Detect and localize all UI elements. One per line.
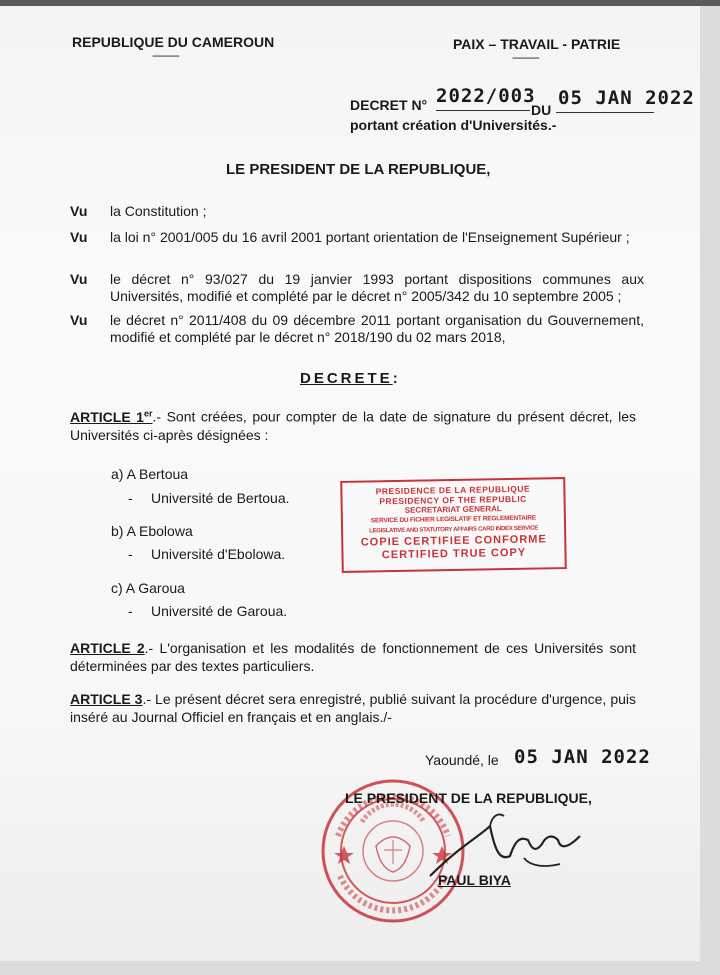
list-dash: - [128, 603, 133, 619]
header-country: REPUBLIQUE DU CAMEROUN [72, 34, 275, 50]
decree-subject: portant création d'Universités.- [350, 117, 557, 133]
vu-item: le décret n° 2011/408 du 09 décembre 2011 portant organisation du Gouvernement, modifié et complété par le décret n° 2018/190 du 02 mars 2018, [110, 312, 644, 345]
vu-label: Vu [70, 312, 88, 328]
university-city: a) A Bertoua [111, 466, 189, 482]
decree-date: 05 JAN 2022 [558, 87, 695, 109]
stamp-line: CERTIFIED TRUE COPY [381, 546, 527, 562]
decree-du: DU [531, 102, 552, 118]
vu-item: la Constitution ; [110, 203, 207, 219]
stamp-line: COPIE CERTIFIEE CONFORME [360, 533, 547, 549]
certified-copy-stamp [340, 477, 567, 573]
signature-date: 05 JAN 2022 [514, 746, 651, 768]
vu-label: Vu [70, 271, 88, 287]
vu-item: le décret n° 93/027 du 19 janvier 1993 portant dispositions communes aux Universités, modifié et complété par le décret n° 2005/342 du 10 septembre 2005 ; [110, 271, 644, 304]
decree-label: DECRET N° [350, 97, 428, 113]
decrete-colon: : [392, 370, 401, 387]
article-2-text: .- L'organisation et les modalités de fonctionnement de ces Universités sont déterminées par des textes particuliers. [70, 640, 636, 674]
decree-date-line [556, 112, 654, 113]
article-2-label: ARTICLE 2 [70, 640, 145, 656]
list-dash: - [128, 546, 133, 562]
stamp-line: PRESIDENCY OF THE REPUBLIC [379, 493, 527, 507]
article-2 [70, 639, 636, 675]
document-page [0, 6, 700, 961]
article-3-text: .- Le présent décret sera enregistré, publié suivant la procédure d'urgence, puis inséré au Journal Officiel en français et en anglais./- [70, 691, 636, 725]
university-city: b) A Ebolowa [111, 523, 193, 539]
decree-number: 2022/003 [436, 85, 536, 107]
university-name: Université de Bertoua. [151, 490, 290, 506]
stamp-line: LEGISLATIVE AND STATUTORY AFFAIRS CARD INDEX SERVICE [369, 525, 539, 535]
header-country-rule: ---------- [152, 50, 179, 62]
article-3 [70, 690, 636, 726]
university-name: Université d'Ebolowa. [151, 546, 286, 562]
decree-number-line [436, 110, 530, 111]
signature-place: Yaoundé, le [425, 752, 499, 768]
president-heading: LE PRESIDENT DE LA REPUBLIQUE, [226, 161, 491, 178]
vu-item: la loi n° 2001/005 du 16 avril 2001 portant orientation de l'Enseignement Supérieur ; [110, 229, 630, 245]
header-motto: PAIX – TRAVAIL - PATRIE [453, 36, 621, 52]
signatory-name: PAUL BIYA [438, 872, 511, 888]
university-city: c) A Garoua [111, 580, 185, 596]
decrete-word: DECRETE [300, 370, 393, 387]
stamp-line: SECRETARIAT GENERAL [404, 504, 502, 515]
vu-label: Vu [70, 203, 88, 219]
article-1-label-text: ARTICLE 1 [70, 408, 144, 425]
vu-label: Vu [70, 229, 88, 245]
signature-title: LE PRESIDENT DE LA REPUBLIQUE, [345, 790, 592, 806]
university-name: Université de Garoua. [151, 603, 288, 619]
article-1-text: .- Sont créées, pour compter de la date de signature du présent décret, les Universités ci-après désignées : [70, 408, 636, 443]
header-motto-rule: ---------- [512, 52, 539, 64]
article-1-sup: er [143, 408, 153, 418]
list-dash: - [128, 490, 133, 506]
stamp-line: SERVICE DU FICHIER LEGISLATIF ET REGLEMENTAIRE [370, 514, 537, 525]
article-1-label [70, 409, 153, 425]
stamp-line: PRESIDENCE DE LA REPUBLIQUE [375, 483, 531, 497]
decrete-heading [300, 370, 401, 387]
article-3-label: ARTICLE 3 [70, 691, 143, 707]
article-1 [70, 404, 636, 444]
